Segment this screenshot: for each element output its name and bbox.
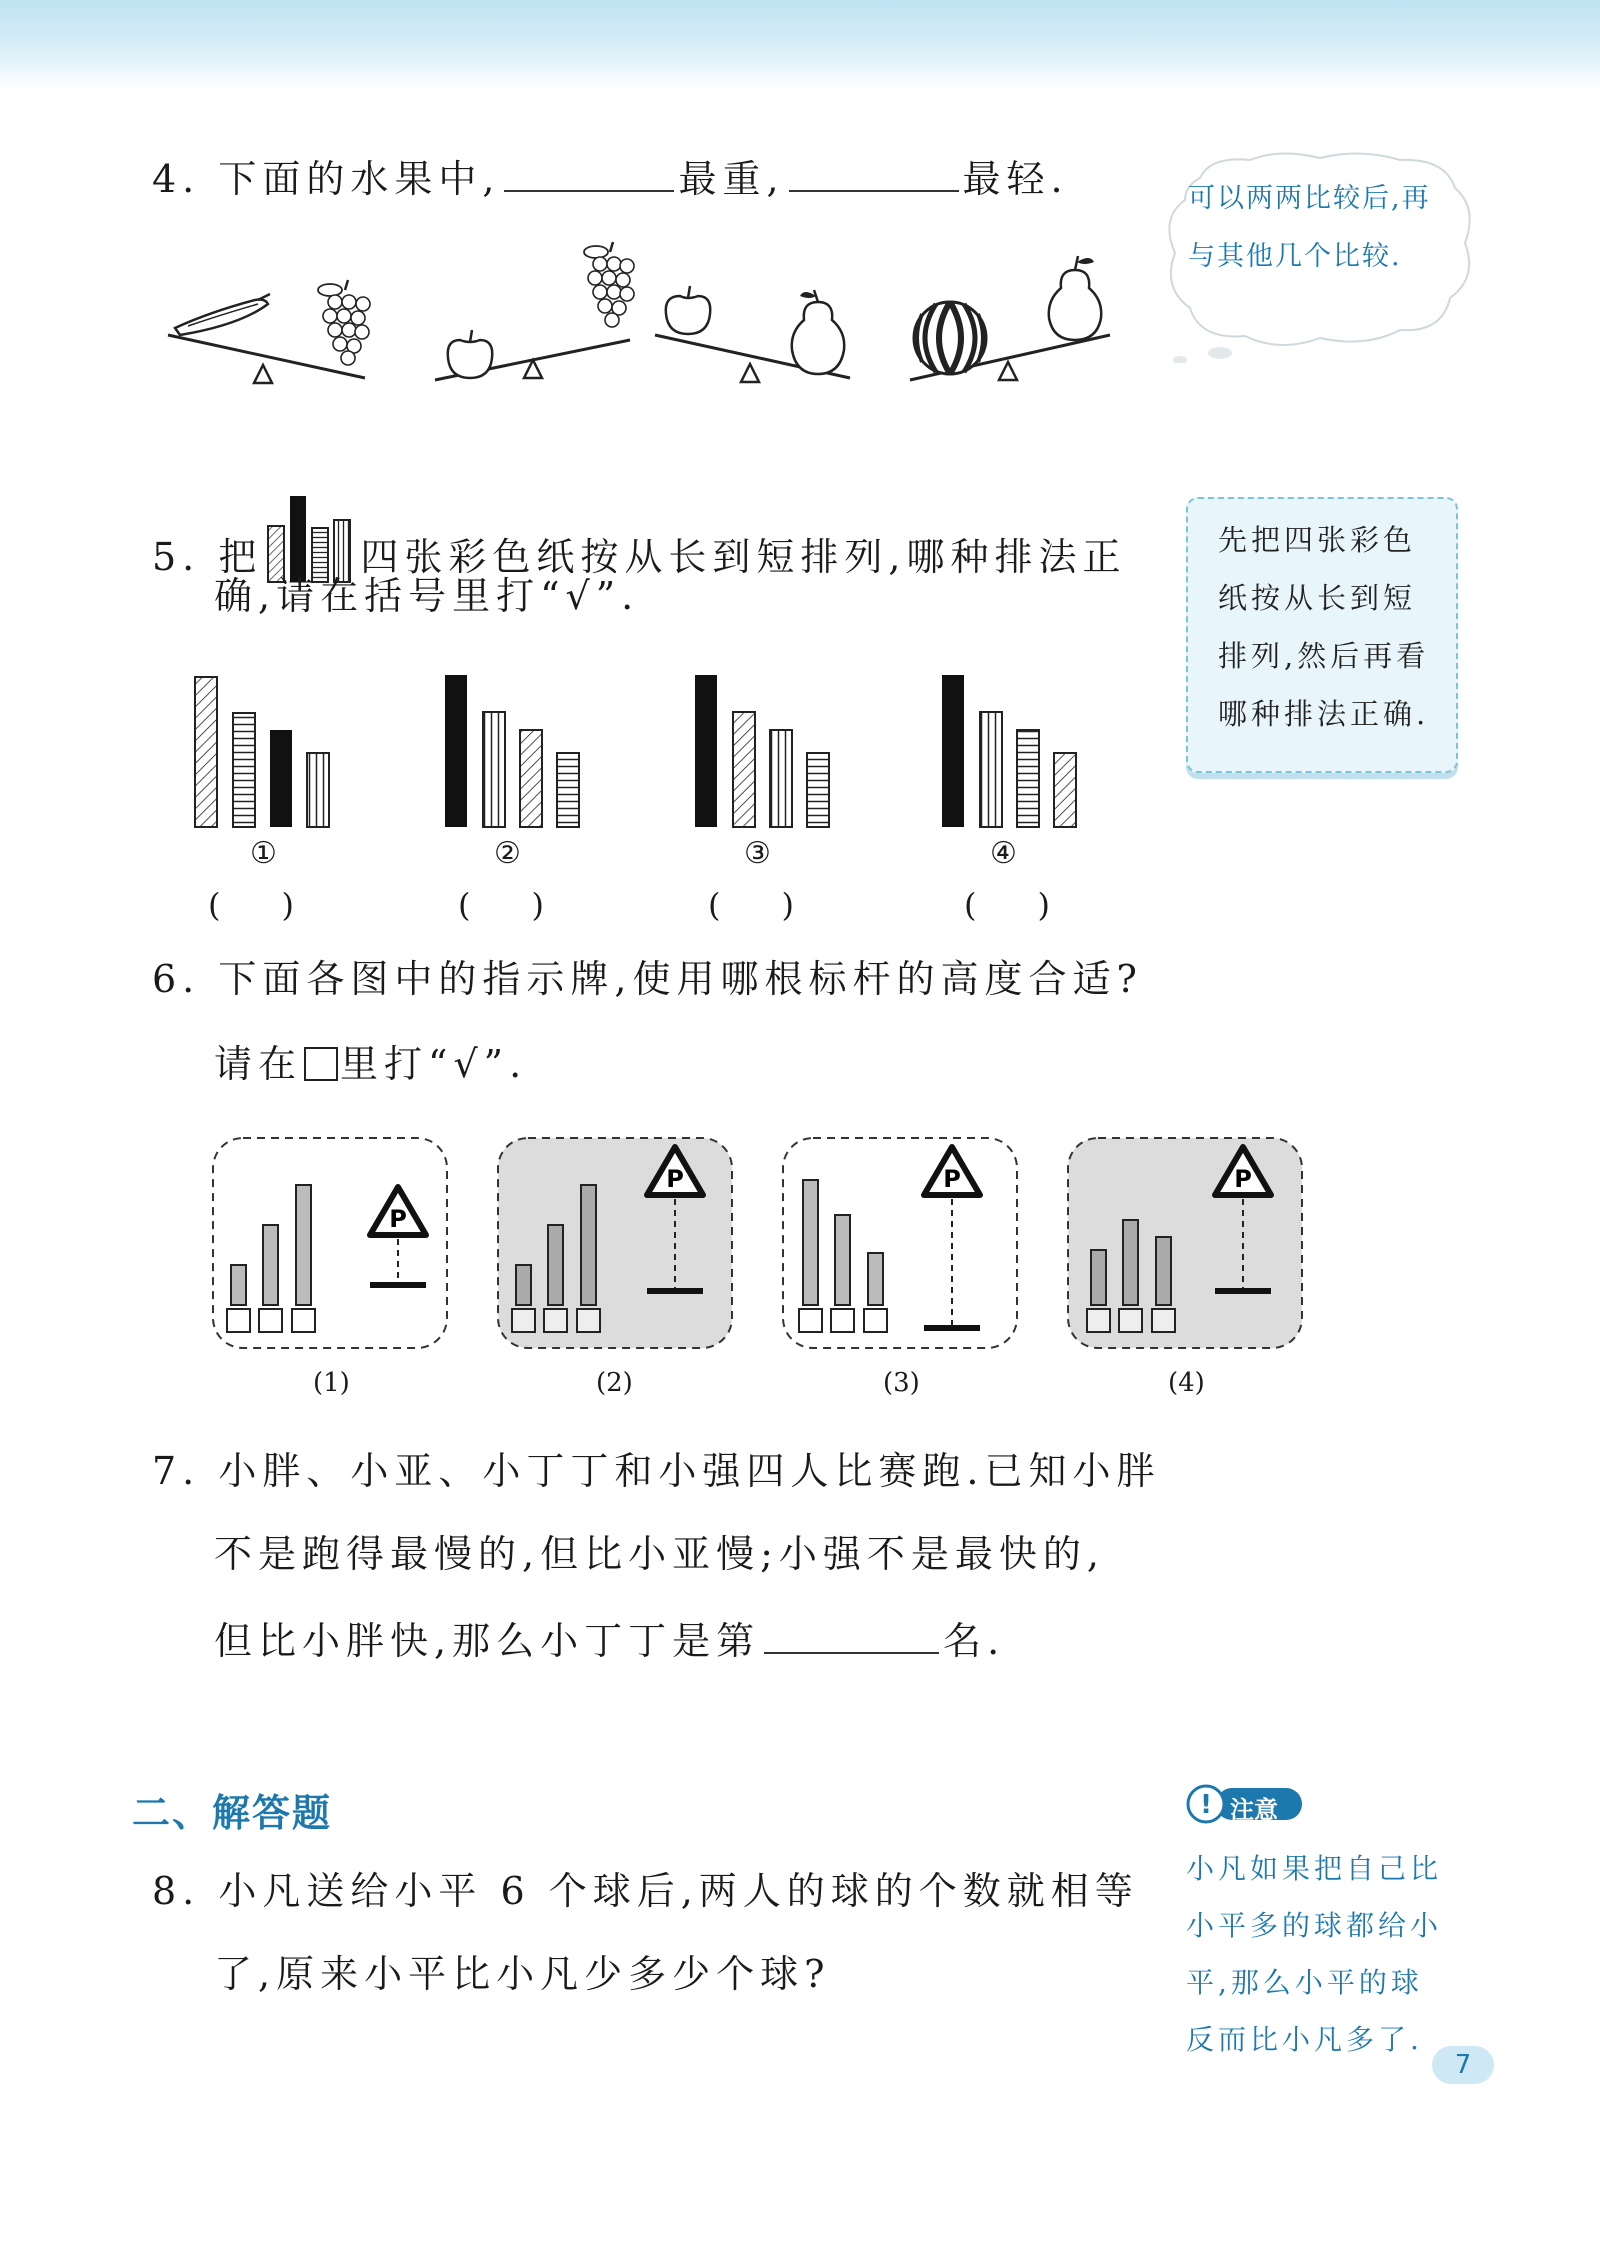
sign-letter-3: P (943, 1165, 961, 1193)
note-line-3: 平,那么小平的球 (1186, 1966, 1423, 1999)
pole-checkbox-1a[interactable] (227, 1309, 250, 1332)
banana-icon (175, 294, 270, 335)
sign-panel-label-2: (2) (596, 1368, 633, 1398)
tip-cloud-line-2: 与其他几个比较. (1188, 241, 1402, 272)
question-7-line-3: 但比小胖快,那么小丁丁是第 名. (214, 1619, 1006, 1663)
answer-paren-3[interactable]: ( ) (708, 886, 794, 924)
sign-panel-label-3: (3) (883, 1368, 920, 1398)
four-paper-strips-icon (266, 490, 356, 586)
sign-panel-4 (1068, 1138, 1302, 1348)
grapes-icon (318, 280, 370, 365)
sign-panel-1 (213, 1138, 447, 1348)
question-7-number: 7. (152, 1449, 201, 1493)
question-8-number: 8. (152, 1869, 201, 1913)
scale-watermelon-pear (910, 256, 1110, 380)
pole-checkbox-3c[interactable] (864, 1309, 887, 1332)
scale-banana-grapes (168, 280, 370, 383)
answer-paren-4[interactable]: ( ) (964, 886, 1050, 924)
pole-checkbox-4a[interactable] (1087, 1309, 1110, 1332)
answer-paren-1[interactable]: ( ) (208, 886, 294, 924)
question-5-line-2: 确,请在括号里打“√”. (214, 574, 640, 618)
pear-icon (1049, 256, 1102, 340)
pole-checkbox-4c[interactable] (1152, 1309, 1175, 1332)
arrangement-3 (695, 675, 829, 827)
sign-letter-1: P (389, 1205, 407, 1233)
arrangement-2 (445, 675, 579, 827)
answer-blank-lightest[interactable] (789, 156, 959, 192)
pole-checkbox-3b[interactable] (831, 1309, 854, 1332)
question-4-text: 4. 下面的水果中, 最重, 最轻. (152, 157, 1069, 201)
tip-box (1186, 497, 1458, 773)
pole-checkbox-2a[interactable] (512, 1309, 535, 1332)
question-6-line-2: 请在 里打“√”. (214, 1042, 528, 1086)
note-line-2: 小平多的球都给小 (1186, 1909, 1443, 1942)
note-line-4: 反而比小凡多了. (1186, 2023, 1423, 2056)
question-7-line-2: 不是跑得最慢的,但比小亚慢;小强不是最快的, (214, 1532, 1105, 1576)
pole-checkbox-2b[interactable] (544, 1309, 567, 1332)
tip-box-line-2: 纸按从长到短 (1218, 581, 1417, 615)
checkbox-icon (304, 1047, 338, 1081)
sign-panel-2 (498, 1138, 732, 1348)
strip-arrangements (180, 665, 1100, 830)
arrangement-4 (942, 675, 1076, 827)
arrangement-label-3: ③ (744, 836, 771, 871)
question-8-line-1: 8. 小凡送给小平 6 个球后,两人的球的个数就相等 (152, 1869, 1139, 1913)
svg-text:!: ! (1200, 1790, 1212, 1820)
grapes-icon (584, 242, 634, 327)
apple-icon (666, 286, 710, 334)
tip-cloud-line-1: 可以两两比较后,再 (1188, 183, 1431, 214)
scale-apple-grapes (435, 242, 634, 380)
question-6-number: 6. (152, 957, 201, 1001)
question-4-number: 4. (152, 157, 201, 201)
note-badge (1186, 1784, 1306, 1824)
sign-panel-label-1: (1) (313, 1368, 350, 1398)
note-line-1: 小凡如果把自己比 (1186, 1852, 1443, 1885)
answer-paren-2[interactable]: ( ) (458, 886, 544, 924)
tip-box-line-1: 先把四张彩色 (1218, 523, 1417, 557)
pole-checkbox-3a[interactable] (799, 1309, 822, 1332)
pear-icon (792, 290, 845, 374)
arrangement-1 (195, 677, 329, 827)
tip-box-line-4: 哪种排法正确. (1218, 697, 1430, 731)
arrangement-label-4: ④ (990, 836, 1017, 871)
question-6-line-1: 6. 下面各图中的指示牌,使用哪根标杆的高度合适? (152, 957, 1143, 1001)
question-7-line-1: 7. 小胖、小亚、小丁丁和小强四人比赛跑.已知小胖 (152, 1449, 1161, 1493)
question-8-line-2: 了,原来小平比小凡少多少个球? (214, 1952, 831, 1996)
sign-letter-2: P (666, 1165, 684, 1193)
pole-checkbox-1b[interactable] (259, 1309, 282, 1332)
sign-panel-label-4: (4) (1168, 1368, 1205, 1398)
sign-panel-3 (783, 1138, 1017, 1348)
section-2-title: 二、解答题 (132, 1791, 333, 1835)
tip-box-line-3: 排列,然后再看 (1218, 639, 1430, 673)
header-sky-band (0, 0, 1600, 90)
pole-checkbox-4b[interactable] (1119, 1309, 1142, 1332)
question-5-number: 5. (152, 535, 201, 579)
question-5-line-1: 5. 把 四张彩色纸按从长到短排列,哪种排法正 (152, 490, 1126, 586)
sign-panels (210, 1135, 1310, 1355)
arrangement-label-1: ① (250, 836, 277, 871)
pole-checkbox-1c[interactable] (292, 1309, 315, 1332)
note-badge-label: 注意 (1230, 1796, 1278, 1824)
answer-blank-rank[interactable] (764, 1618, 939, 1654)
fruit-balance-scales (150, 240, 1130, 390)
watermelon-icon (914, 302, 986, 374)
arrangement-label-2: ② (494, 836, 521, 871)
pole-checkbox-2c[interactable] (577, 1309, 600, 1332)
page-number: 7 (1432, 2046, 1494, 2084)
tip-cloud (1160, 148, 1480, 363)
apple-icon (448, 330, 493, 378)
sign-letter-4: P (1234, 1165, 1252, 1193)
scale-apple-pear (655, 286, 850, 382)
answer-blank-heaviest[interactable] (504, 156, 674, 192)
